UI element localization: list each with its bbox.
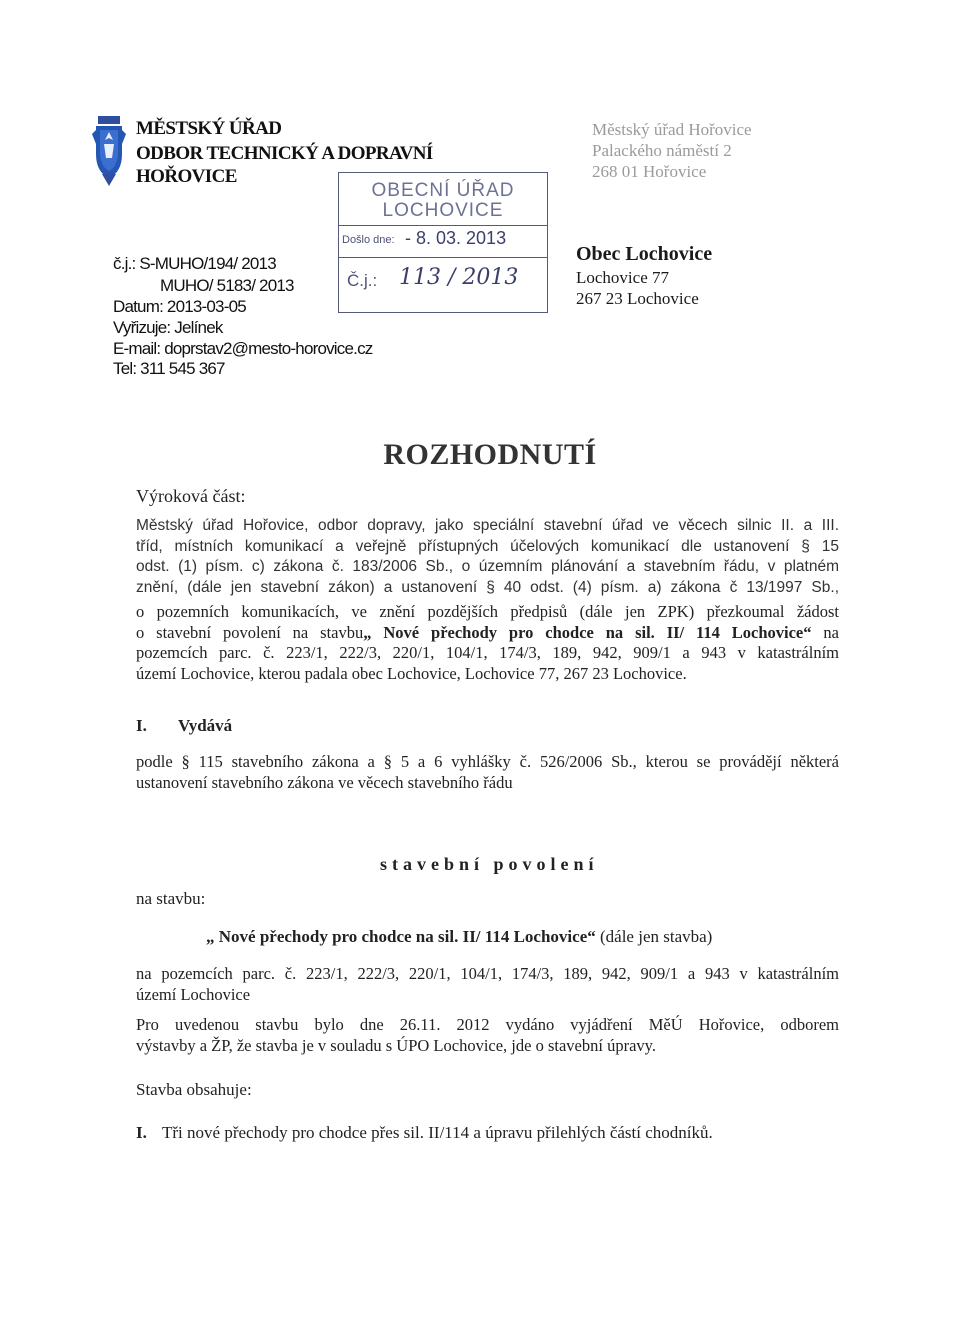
pro-line-2: výstavby a ŽP, že stavba je v souladu s ÚPO Lochovice, jde o stavební úpravy. (136, 1035, 656, 1055)
podle-paragraph (136, 752, 839, 793)
item-1-number: I. (136, 1123, 147, 1142)
office-name-line-2: ODBOR TECHNICKÝ A DOPRAVNÍ (136, 143, 433, 164)
stamp-line-2: LOCHOVICE (382, 200, 504, 221)
pozemcich-line-1: na pozemcích parc. č. 223/1, 222/3, 220/1, 104/1, 174/3, 189, 942, 909/1 a 943 v katastrálním (136, 964, 839, 983)
stavba-name: „ Nové přechody pro chodce na sil. II/ 114 Lochovice“ (206, 927, 596, 946)
recipient-city: 267 23 Lochovice (576, 289, 699, 308)
received-stamp (338, 172, 548, 313)
item-1-text: Tři nové přechody pro chodce přes sil. II/114 a úpravu přilehlých částí chodníků. (162, 1123, 713, 1142)
intro-line-3: odst. (1) písm. c) zákona č. 183/2006 Sb., o územním plánování a stavebním řádu, v platném (136, 558, 839, 576)
intro-line-6-post: na (811, 622, 839, 642)
reference-cj: č.j.: S-MUHO/194/ 2013 (113, 254, 276, 273)
reference-datum: Datum: 2013-03-05 (113, 297, 246, 316)
intro-paragraph (136, 516, 839, 598)
intro-line-1: Městský úřad Hořovice, odbor dopravy, jako speciální stavební úřad ve věcech silnic II. a III. (136, 517, 839, 534)
item-i-title: Vydává (178, 716, 233, 735)
coat-of-arms-logo (90, 114, 128, 190)
sender-line-2: Palackého náměstí 2 (592, 141, 732, 160)
stavba-name-post: (dále jen stavba) (595, 927, 713, 946)
intro-line-2: tříd, místních komunikací a veřejně přístupných účelových komunikací dle ustanovení § 15 (136, 537, 839, 555)
reference-tel: Tel: 311 545 367 (113, 359, 225, 378)
section-label: Výroková část: (136, 486, 246, 506)
pro-line-1: Pro uvedenou stavbu bylo dne 26.11. 2012 vydáno vyjádření MěÚ Hořovice, odborem (136, 1015, 839, 1034)
item-i-number: I. (136, 716, 147, 735)
reference-muho: MUHO/ 5183/ 2013 (160, 276, 294, 295)
podle-line-2: ustanovení stavebního zákona ve věcech stavebního řádu (136, 772, 513, 792)
na-stavbu-label: na stavbu: (136, 889, 206, 908)
pro-paragraph (136, 1015, 839, 1056)
document-title: ROZHODNUTÍ (383, 438, 597, 471)
stamp-cj-value: 113 / 2013 (399, 265, 519, 290)
intro-paragraph-cont (136, 602, 839, 684)
reference-vyrizuje: Vyřizuje: Jelínek (113, 318, 223, 337)
intro-line-8: území Lochovice, kterou padala obec Lochovice, Lochovice 77, 267 23 Lochovice. (136, 663, 687, 683)
pozemcich-line-2: území Lochovice (136, 984, 251, 1004)
recipient-street: Lochovice 77 (576, 268, 669, 287)
stamp-line-1: OBECNÍ ÚŘAD (371, 180, 515, 201)
obsahuje-label: Stavba obsahuje: (136, 1080, 252, 1099)
stamp-received-label: Došlo dne: (342, 234, 395, 246)
podle-line-1: podle § 115 stavebního zákona a § 5 a 6 vyhlášky č. 526/2006 Sb., kterou se provádějí některá (136, 752, 839, 771)
office-name-line-3: HOŘOVICE (136, 166, 237, 187)
pozemcich-paragraph (136, 964, 839, 1005)
permit-title: stavební povolení (380, 854, 599, 874)
intro-line-5: o pozemních komunikacích, ve znění pozdějších předpisů (dále jen ZPK) přezkoumal žádost (136, 602, 839, 621)
sender-line-1: Městský úřad Hořovice (592, 120, 752, 139)
recipient-name: Obec Lochovice (576, 243, 713, 265)
stavba-name-inline: „ Nové přechody pro chodce na sil. II/ 114 Lochovice“ (363, 622, 812, 642)
reference-email: E-mail: doprstav2@mesto-horovice.cz (113, 339, 373, 358)
sender-line-3: 268 01 Hořovice (592, 162, 707, 181)
intro-line-7: pozemcích parc. č. 223/1, 222/3, 220/1, 104/1, 174/3, 189, 942, 909/1 a 943 v katastrálním (136, 643, 839, 663)
intro-line-6 (136, 623, 839, 644)
office-name-line-1: MĚSTSKÝ ÚŘAD (136, 118, 282, 139)
stavba-name-line (206, 927, 712, 947)
stamp-received-date: - 8. 03. 2013 (405, 228, 507, 248)
intro-line-6-pre: o stavební povolení na stavbu (136, 622, 364, 642)
intro-line-4: znění, (dále jen stavební zákon) a ustanovení § 40 odst. (4) písm. a) zákona č 13/1997 Sb., (136, 578, 839, 596)
stamp-cj-label: Č.j.: (347, 271, 378, 290)
